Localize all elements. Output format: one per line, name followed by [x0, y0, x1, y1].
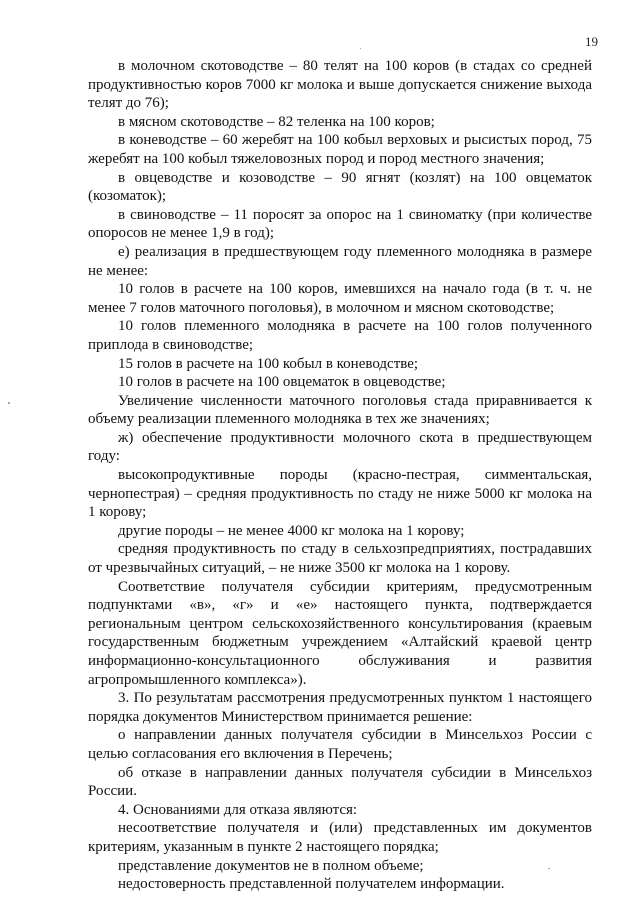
paragraph: в молочном скотоводстве – 80 телят на 100 коров (в стадах со средней продуктивностью коров 7000 кг молока и выше допускается снижение выхода телят до 76);	[88, 58, 592, 112]
paragraph: 10 голов в расчете на 100 коров, имевшихся на начало года (в т. ч. не менее 7 голов маточного поголовья), в молочном и мясном скотоводстве;	[88, 281, 592, 316]
page-number: 19	[585, 34, 598, 49]
paragraph: в мясном скотоводстве – 82 теленка на 100 коров;	[118, 113, 435, 130]
paragraph: Увеличение численности маточного поголовья стада приравнивается к объему реализации племенного молодняка в тех же значениях;	[88, 392, 592, 428]
paragraph: 4. Основаниями для отказа являются:	[118, 801, 358, 818]
paragraph: Соответствие получателя субсидии критериям, предусмотренным подпунктами «в», «г» и «е» настоящего пункта, подтверждается региональным центром сельскохозяйственного консультирования (краевым государственным бюджетным учреждением «Алтайский краевой центр информационно-консультационного обслуживания и развития агропромышленного комплекса»).	[88, 578, 592, 688]
paragraph: в коневодстве – 60 жеребят на 100 кобыл верховых и рысистых пород, 75 жеребят на 100 кобыл тяжеловозных пород и пород местного значения;	[88, 132, 592, 167]
paragraph: е) реализация в предшествующем году племенного молодняка в размере не менее:	[88, 243, 592, 279]
paragraph: недостоверность представленной получателем информации.	[118, 876, 505, 893]
paragraph: ж) обеспечение продуктивности молочного скота в предшествующем году:	[88, 429, 592, 465]
paragraph: в свиноводстве – 11 поросят за опорос на 1 свиноматку (при количестве опоросов не менее 1,9 в год);	[88, 206, 592, 242]
paragraph: высокопродуктивные породы (красно-пестрая, симментальская, чернопестрая) – средняя продуктивность по стаду не ниже 5000 кг молока на 1 корову;	[88, 467, 592, 521]
paragraph: 15 голов в расчете на 100 кобыл в коневодстве;	[118, 355, 419, 372]
paragraph: несоответствие получателя и (или) представленных им документов критериям, указанным в пункте 2 настоящего порядка;	[88, 820, 592, 855]
scan-speck	[360, 48, 361, 49]
paragraph: представление документов не в полном объеме;	[118, 857, 424, 874]
scan-speck	[8, 402, 10, 404]
paragraph: в овцеводстве и козоводстве – 90 ягнят (козлят) на 100 овцематок (козоматок);	[88, 169, 592, 205]
scan-speck	[548, 868, 550, 869]
paragraph: другие породы – не менее 4000 кг молока на 1 корову;	[118, 522, 465, 539]
paragraph: 10 голов племенного молодняка в расчете на 100 голов полученного приплода в свиноводстве;	[88, 318, 592, 353]
paragraph: 10 голов в расчете на 100 овцематок в овцеводстве;	[118, 374, 446, 391]
paragraph: о направлении данных получателя субсидии в Минсельхоз России с целью согласования его включения в Перечень;	[88, 727, 592, 762]
paragraph: об отказе в направлении данных получателя субсидии в Минсельхоз России.	[88, 764, 592, 800]
paragraph: 3. По результатам рассмотрения предусмотренных пунктом 1 настоящего порядка документов Министерством принимается решение:	[88, 690, 592, 725]
document-body	[88, 57, 592, 894]
paragraph: средняя продуктивность по стаду в сельхозпредприятиях, пострадавших от чрезвычайных ситуаций, – не ниже 3500 кг молока на 1 корову.	[88, 541, 592, 577]
